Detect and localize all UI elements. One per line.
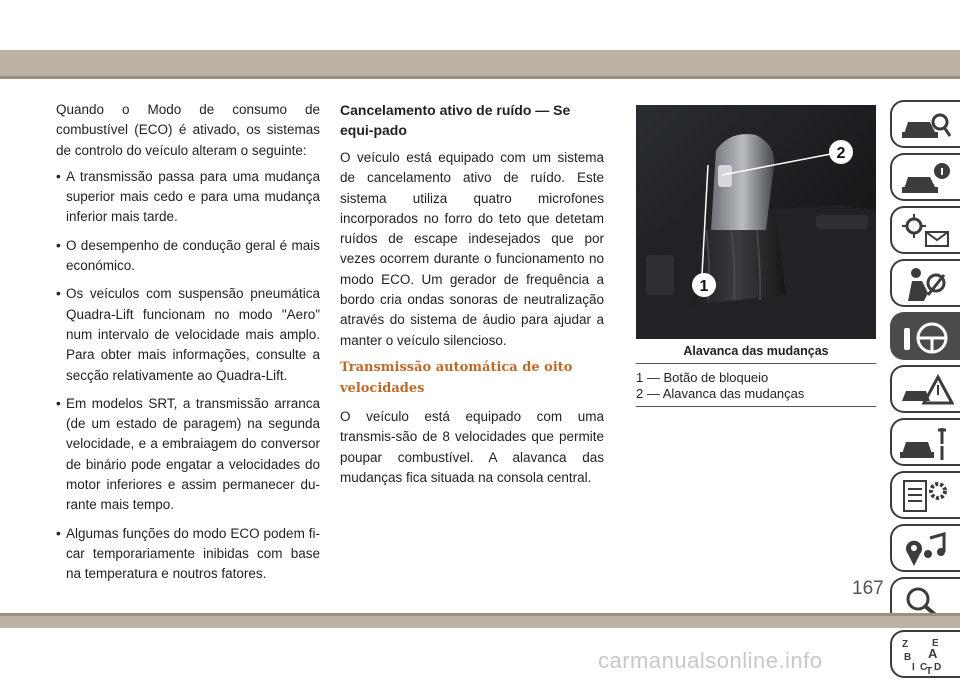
steering-wheel-key-icon (898, 318, 954, 358)
column-middle (340, 100, 604, 494)
transmission-body: O veículo está equipado com uma transmis-são de 8 velocidades que permite poupar combustível. A alavanca das mudanças fica situada na consola central. (340, 408, 604, 485)
legend-rule (636, 406, 876, 407)
list-item: • Algumas funções do modo ECO podem fi-car temporariamente inibidas com base na temperatura e noutros fatores. (56, 524, 320, 585)
gear-shifter-photo (636, 105, 876, 339)
car-info-icon (898, 159, 954, 199)
index-letter: B (904, 652, 912, 663)
section-heading: Cancelamento ativo de ruído — Se equi-pado (340, 102, 571, 138)
noise-cancel-body: O veículo está equipado com um sistema de cancelamento ativo de ruído. Este sistema utiliza quatro microfones incorporados no forro do teto que detetam ruídos de escape indesejados que por vezes ocorrem durante o funcionamento no modo ECO. Um gerador de frequência a bordo cria ondas sonoras de neutralização através do sistema de áudio para ajudar a manter o veículo silencioso. (340, 150, 604, 348)
car-service-icon (898, 424, 954, 464)
tab-steering-wheel-key[interactable] (890, 312, 960, 360)
index-letter: T (926, 666, 933, 676)
airbag-person-icon (898, 265, 954, 305)
specs-gear-icon (898, 477, 954, 517)
tab-specs[interactable] (890, 471, 960, 519)
callout-2: 2 (836, 145, 846, 162)
watermark: carmanualsonline.info (598, 648, 823, 673)
tab-warning-lights[interactable] (890, 206, 960, 254)
index-letter: C (920, 662, 928, 673)
list-item: • Os veículos com suspensão pneumática Quadra-Lift funcionam no modo "Aero" num intervalo de velocidade mais amplo. Para obter mais informações, consulte a secção relativamente ao Quadra-Lift. (56, 284, 320, 385)
index-letter: Z (902, 639, 909, 650)
tab-airbag-person[interactable] (890, 259, 960, 307)
index-letter: A (928, 646, 938, 661)
callout-1: 1 (699, 278, 709, 295)
tab-multimedia[interactable] (890, 524, 960, 572)
tab-car-info[interactable] (890, 153, 960, 201)
tab-car-service[interactable] (890, 418, 960, 466)
index-letter: D (934, 662, 942, 673)
eco-bullet-list (56, 167, 320, 585)
roadside-hazard-icon (898, 371, 954, 411)
header-rule (0, 76, 960, 79)
legend-item: 1 — Botão de bloqueio (636, 370, 769, 385)
caption-rule (636, 363, 876, 364)
header-band (0, 50, 960, 76)
index-letter: I (912, 662, 915, 673)
tab-car-inspect[interactable] (890, 100, 960, 148)
multimedia-music-icon (898, 530, 954, 570)
subsection-heading: Transmissão automática de oito velocidades (340, 359, 573, 396)
chapter-tab-strip (890, 100, 960, 683)
car-inspect-icon (898, 106, 954, 146)
warning-lights-icon (898, 212, 954, 252)
list-item: • O desempenho de condução geral é mais económico. (56, 236, 320, 277)
footer-band (0, 616, 960, 628)
figure-legend (636, 370, 804, 402)
list-item: • A transmissão passa para uma mudança superior mais cedo e para uma mudança inferior mais tarde. (56, 167, 320, 228)
page-number: 167 (852, 578, 884, 599)
eco-intro: Quando o Modo de consumo de combustível (ECO) é ativado, os sistemas de controlo do veículo alteram o seguinte: (56, 102, 320, 158)
shifter-illustration (636, 105, 876, 339)
list-item: • Em modelos SRT, a transmissão arranca (de um estado de paragem) na segunda velocidade, e a embraiagem do conversor de binário pode engatar a velocidades do motor inferiores e assim permanecer du-rante mais tempo. (56, 394, 320, 516)
column-left (56, 100, 320, 593)
tab-roadside-hazard[interactable] (890, 365, 960, 413)
figure-caption: Alavanca das mudanças (683, 344, 829, 358)
index-letters-icon (898, 636, 954, 676)
tab-index[interactable] (890, 630, 960, 678)
index-letter: E (932, 638, 939, 649)
legend-item: 2 — Alavanca das mudanças (636, 386, 805, 401)
